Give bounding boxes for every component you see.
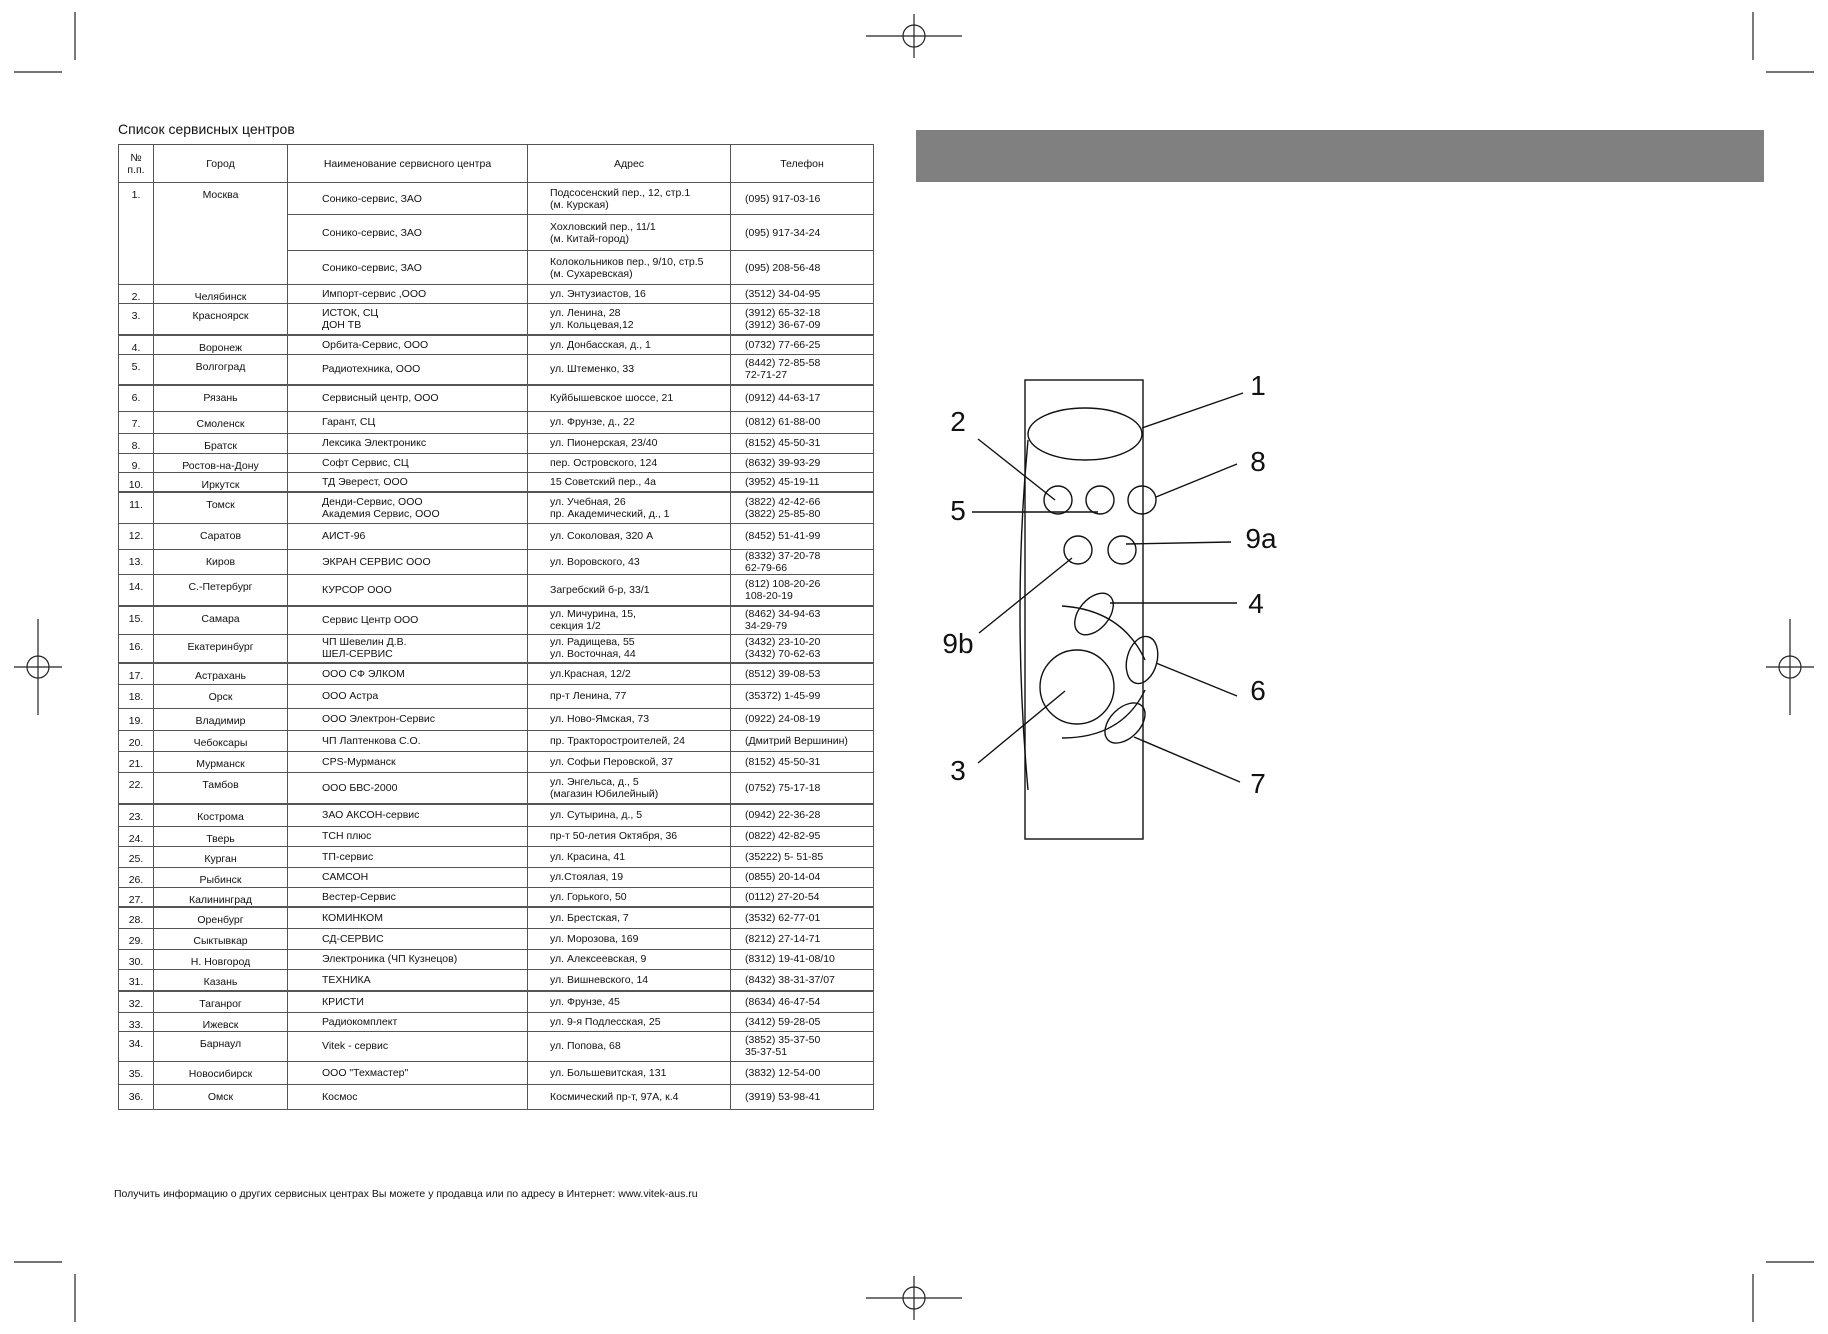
row-number: 33.	[119, 1012, 154, 1031]
row-city: Тамбов	[154, 772, 288, 804]
row-number: 10.	[119, 472, 154, 492]
row-city: Томск	[154, 492, 288, 523]
row-city: Иркутск	[154, 472, 288, 492]
table-row	[119, 826, 874, 846]
row-phone: (8452) 51-41-99	[731, 523, 874, 549]
row-number: 3.	[119, 304, 154, 335]
table-row	[119, 730, 874, 751]
row-city: Барнаул	[154, 1031, 288, 1061]
row-number: 15.	[119, 606, 154, 634]
row-center-name: Гарант, СЦ	[288, 411, 528, 433]
table-row	[119, 183, 874, 215]
row-phone: (0112) 27-20-54	[731, 887, 874, 907]
row-phone: (8462) 34-94-63 34-29-79	[731, 606, 874, 634]
dial-arc-bottom	[1062, 690, 1145, 738]
table-row	[119, 574, 874, 606]
row-address: Загребский б-р, 33/1	[528, 574, 731, 606]
row-city: Саратов	[154, 523, 288, 549]
row-address: ул. Морозова, 169	[528, 928, 731, 949]
row-center-name: ИСТОК, СЦ ДОН ТВ	[288, 304, 528, 335]
row-city: Тверь	[154, 826, 288, 846]
row-number: 21.	[119, 751, 154, 772]
row-center-name: Вестер-Сервис	[288, 887, 528, 907]
table-row	[119, 523, 874, 549]
button-9b	[1064, 536, 1092, 564]
row-number: 30.	[119, 949, 154, 969]
row-city: Таганрог	[154, 991, 288, 1012]
row-number: 31.	[119, 969, 154, 991]
button-9a	[1108, 536, 1136, 564]
table-row	[119, 411, 874, 433]
row-address: 15 Советский пер., 4а	[528, 472, 731, 492]
row-center-name: СД-СЕРВИС	[288, 928, 528, 949]
row-address: пер. Островского, 124	[528, 453, 731, 472]
row-address: пр-т 50-летия Октября, 36	[528, 826, 731, 846]
row-city: Сыктывкар	[154, 928, 288, 949]
row-center-name: Сонико-сервис, ЗАО	[288, 251, 528, 285]
header-number: № п.п.	[119, 145, 154, 183]
row-phone: (8432) 38-31-37/07	[731, 969, 874, 991]
row-phone: (095) 208-56-48	[731, 251, 874, 285]
row-city: Кострома	[154, 804, 288, 826]
row-phone: (35372) 1-45-99	[731, 684, 874, 708]
row-number: 11.	[119, 492, 154, 523]
row-number: 36.	[119, 1084, 154, 1109]
row-center-name: Софт Сервис, СЦ	[288, 453, 528, 472]
row-city: Волгоград	[154, 354, 288, 385]
row-phone: (8634) 46-47-54	[731, 991, 874, 1012]
row-center-name: ЧП Лаптенкова С.О.	[288, 730, 528, 751]
row-address: ул. Горького, 50	[528, 887, 731, 907]
table-row	[119, 1012, 874, 1031]
row-city: Рязань	[154, 385, 288, 411]
callout-label-5: 5	[950, 495, 966, 526]
row-address: ул. Энтузиастов, 16	[528, 285, 731, 304]
row-address: ул. Ново-Ямская, 73	[528, 708, 731, 730]
row-city: Н. Новгород	[154, 949, 288, 969]
table-row	[119, 335, 874, 355]
callout-label-7: 7	[1250, 768, 1266, 799]
row-city: Екатеринбург	[154, 634, 288, 663]
table-row	[119, 385, 874, 411]
table-header-row	[119, 145, 874, 183]
table-row	[119, 549, 874, 574]
callout-label-3: 3	[950, 755, 966, 786]
table-row	[119, 492, 874, 523]
row-number: 9.	[119, 453, 154, 472]
row-address: ул.Красная, 12/2	[528, 663, 731, 684]
service-centers-table	[118, 144, 874, 1110]
table-row	[119, 472, 874, 492]
row-city: Красноярск	[154, 304, 288, 335]
row-center-name: АИСТ-96	[288, 523, 528, 549]
table-row	[119, 684, 874, 708]
service-centers-title: Список сервисных центров	[118, 121, 295, 137]
row-number: 34.	[119, 1031, 154, 1061]
row-address: пр. Тракторостроителей, 24	[528, 730, 731, 751]
row-phone: (Дмитрий Вершинин)	[731, 730, 874, 751]
row-phone: (3412) 59-28-05	[731, 1012, 874, 1031]
row-phone: (812) 108-20-26 108-20-19	[731, 574, 874, 606]
table-row	[119, 354, 874, 385]
row-address: ул. Ленина, 28 ул. Кольцевая,12	[528, 304, 731, 335]
row-center-name: Лексика Электроникс	[288, 433, 528, 453]
header-city: Город	[154, 145, 288, 183]
table-row	[119, 928, 874, 949]
row-phone: (0752) 75-17-18	[731, 772, 874, 804]
row-center-name: Радиотехника, ООО	[288, 354, 528, 385]
row-center-name: Vitek - сервис	[288, 1031, 528, 1061]
table-row	[119, 772, 874, 804]
row-center-name: CPS-Мурманск	[288, 751, 528, 772]
row-phone: (8442) 72-85-58 72-71-27	[731, 354, 874, 385]
row-city: Смоленск	[154, 411, 288, 433]
row-phone: (8312) 19-41-08/10	[731, 949, 874, 969]
row-address: ул. Воровского, 43	[528, 549, 731, 574]
row-phone: (0912) 44-63-17	[731, 385, 874, 411]
row-phone: (0942) 22-36-28	[731, 804, 874, 826]
row-number: 24.	[119, 826, 154, 846]
row-address: ул. Фрунзе, 45	[528, 991, 731, 1012]
row-center-name: ЧП Шевелин Д.В. ШЕЛ-СЕРВИС	[288, 634, 528, 663]
table-row	[119, 969, 874, 991]
row-number: 6.	[119, 385, 154, 411]
row-address: Куйбышевское шоссе, 21	[528, 385, 731, 411]
panel-curve	[1020, 440, 1028, 790]
row-center-name: ООО "Техмастер"	[288, 1061, 528, 1084]
row-center-name: ЗАО АКСОН-сервис	[288, 804, 528, 826]
callout-label-4: 4	[1248, 588, 1264, 619]
row-city: С.-Петербург	[154, 574, 288, 606]
row-center-name: Сонико-сервис, ЗАО	[288, 183, 528, 215]
row-address: ул. Большевитская, 131	[528, 1061, 731, 1084]
row-center-name: Сервисный центр, ООО	[288, 385, 528, 411]
row-number: 28.	[119, 907, 154, 928]
row-address: ул. Красина, 41	[528, 846, 731, 867]
row-number: 25.	[119, 846, 154, 867]
row-address: ул. 9-я Подлесская, 25	[528, 1012, 731, 1031]
row-address: ул. Попова, 68	[528, 1031, 731, 1061]
row-city: Чебоксары	[154, 730, 288, 751]
row-center-name: САМСОН	[288, 867, 528, 887]
row-phone: (3912) 65-32-18 (3912) 36-67-09	[731, 304, 874, 335]
row-center-name: ООО Астра	[288, 684, 528, 708]
row-address: Подсосенский пер., 12, стр.1 (м. Курская)	[528, 183, 731, 215]
row-city: Курган	[154, 846, 288, 867]
row-city: Астрахань	[154, 663, 288, 684]
row-center-name: Импорт-сервис ,ООО	[288, 285, 528, 304]
table-row	[119, 867, 874, 887]
row-number: 12.	[119, 523, 154, 549]
row-center-name: ООО Электрон-Сервис	[288, 708, 528, 730]
row-phone: (3852) 35-37-50 35-37-51	[731, 1031, 874, 1061]
dial-arc-top	[1062, 606, 1145, 660]
row-phone: (095) 917-03-16	[731, 183, 874, 215]
row-center-name: ЭКРАН СЕРВИС ООО	[288, 549, 528, 574]
row-phone: (8212) 27-14-71	[731, 928, 874, 949]
row-city: Мурманск	[154, 751, 288, 772]
row-address: ул.Стоялая, 19	[528, 867, 731, 887]
row-number: 17.	[119, 663, 154, 684]
row-city: Челябинск	[154, 285, 288, 304]
button-2	[1044, 486, 1072, 514]
row-center-name: Космос	[288, 1084, 528, 1109]
row-number: 22.	[119, 772, 154, 804]
row-address: ул. Брестская, 7	[528, 907, 731, 928]
row-phone: (8152) 45-50-31	[731, 751, 874, 772]
callout-label-2: 2	[950, 406, 966, 437]
callout-label-1: 1	[1250, 370, 1266, 401]
table-row	[119, 751, 874, 772]
row-phone: (0812) 61-88-00	[731, 411, 874, 433]
row-number: 1.	[119, 183, 154, 285]
row-city: Казань	[154, 969, 288, 991]
row-phone: (095) 917-34-24	[731, 215, 874, 251]
row-phone: (3952) 45-19-11	[731, 472, 874, 492]
row-number: 8.	[119, 433, 154, 453]
row-center-name: ООО СФ ЭЛКОМ	[288, 663, 528, 684]
table-row	[119, 907, 874, 928]
table-row	[119, 606, 874, 634]
table-row	[119, 285, 874, 304]
row-number: 27.	[119, 887, 154, 907]
callout-label-9a: 9a	[1245, 523, 1277, 554]
row-number: 32.	[119, 991, 154, 1012]
row-phone: (3919) 53-98-41	[731, 1084, 874, 1109]
row-phone: (0732) 77-66-25	[731, 335, 874, 355]
row-phone: (8632) 39-93-29	[731, 453, 874, 472]
row-address: Хохловский пер., 11/1 (м. Китай-город)	[528, 215, 731, 251]
row-address: ул. Штеменко, 33	[528, 354, 731, 385]
row-address: ул. Сутырина, д., 5	[528, 804, 731, 826]
header-center-name: Наименование сервисного центра	[288, 145, 528, 183]
row-city: Самара	[154, 606, 288, 634]
row-city: Воронеж	[154, 335, 288, 355]
row-center-name: КОМИНКОМ	[288, 907, 528, 928]
header-phone: Телефон	[731, 145, 874, 183]
button-6	[1121, 633, 1162, 687]
table-row	[119, 708, 874, 730]
row-number: 35.	[119, 1061, 154, 1084]
row-number: 14.	[119, 574, 154, 606]
row-number: 26.	[119, 867, 154, 887]
row-center-name: Денди-Сервис, ООО Академия Сервис, ООО	[288, 492, 528, 523]
row-phone: (8512) 39-08-53	[731, 663, 874, 684]
row-city: Москва	[154, 183, 288, 285]
row-phone: (0822) 42-82-95	[731, 826, 874, 846]
table-row	[119, 453, 874, 472]
row-phone: (8332) 37-20-78 62-79-66	[731, 549, 874, 574]
row-city: Ростов-на-Дону	[154, 453, 288, 472]
row-address: ул. Учебная, 26 пр. Академический, д., 1	[528, 492, 731, 523]
row-address: ул. Пионерская, 23/40	[528, 433, 731, 453]
table-row	[119, 949, 874, 969]
callout-label-9b: 9b	[942, 628, 974, 659]
row-city: Новосибирск	[154, 1061, 288, 1084]
row-address: Колокольников пер., 9/10, стр.5 (м. Сухаревская)	[528, 251, 731, 285]
control-panel-diagram	[930, 360, 1290, 850]
button-7	[1097, 695, 1152, 750]
row-number: 2.	[119, 285, 154, 304]
table-row	[119, 1031, 874, 1061]
row-number: 20.	[119, 730, 154, 751]
row-center-name: ТД Эверест, ООО	[288, 472, 528, 492]
table-row	[119, 1061, 874, 1084]
rotary-dial	[1040, 650, 1114, 724]
row-number: 19.	[119, 708, 154, 730]
row-phone: (35222) 5- 51-85	[731, 846, 874, 867]
row-phone: (3512) 34-04-95	[731, 285, 874, 304]
row-address: ул. Вишневского, 14	[528, 969, 731, 991]
row-city: Киров	[154, 549, 288, 574]
row-address: ул. Фрунзе, д., 22	[528, 411, 731, 433]
row-center-name: Орбита-Сервис, ООО	[288, 335, 528, 355]
row-city: Омск	[154, 1084, 288, 1109]
row-number: 16.	[119, 634, 154, 663]
table-row	[119, 433, 874, 453]
row-number: 7.	[119, 411, 154, 433]
footnote: Получить информацию о других сервисных центрах Вы можете у продавца или по адресу в Интернет: www.vitek-aus.ru	[114, 1188, 698, 1200]
row-address: ул. Энгельса, д., 5 (магазин Юбилейный)	[528, 772, 731, 804]
row-number: 4.	[119, 335, 154, 355]
row-number: 13.	[119, 549, 154, 574]
row-number: 5.	[119, 354, 154, 385]
row-phone: (3532) 62-77-01	[731, 907, 874, 928]
row-center-name: Радиокомплект	[288, 1012, 528, 1031]
row-center-name: Сонико-сервис, ЗАО	[288, 215, 528, 251]
row-phone: (8152) 45-50-31	[731, 433, 874, 453]
row-center-name: ТЕХНИКА	[288, 969, 528, 991]
table-row	[119, 663, 874, 684]
table-row	[119, 887, 874, 907]
row-city: Ижевск	[154, 1012, 288, 1031]
row-phone: (3432) 23-10-20 (3432) 70-62-63	[731, 634, 874, 663]
row-address: ул. Алексеевская, 9	[528, 949, 731, 969]
button-5	[1086, 486, 1114, 514]
row-center-name: Сервис Центр ООО	[288, 606, 528, 634]
row-address: Космический пр-т, 97А, к.4	[528, 1084, 731, 1109]
row-center-name: ТСН плюс	[288, 826, 528, 846]
row-number: 18.	[119, 684, 154, 708]
row-center-name: ООО БВС-2000	[288, 772, 528, 804]
row-phone: (0922) 24-08-19	[731, 708, 874, 730]
row-address: ул. Радищева, 55 ул. Восточная, 44	[528, 634, 731, 663]
row-number: 29.	[119, 928, 154, 949]
row-address: ул. Софьи Перовской, 37	[528, 751, 731, 772]
button-8	[1128, 486, 1156, 514]
row-city: Орск	[154, 684, 288, 708]
table-row	[119, 804, 874, 826]
row-address: пр-т Ленина, 77	[528, 684, 731, 708]
row-center-name: Электроника (ЧП Кузнецов)	[288, 949, 528, 969]
callout-label-8: 8	[1250, 446, 1266, 477]
button-4	[1067, 586, 1121, 642]
table-row	[119, 634, 874, 663]
row-center-name: КУРСОР ООО	[288, 574, 528, 606]
row-phone: (0855) 20-14-04	[731, 867, 874, 887]
row-phone: (3832) 12-54-00	[731, 1061, 874, 1084]
row-phone: (3822) 42-42-66 (3822) 25-85-80	[731, 492, 874, 523]
row-number: 23.	[119, 804, 154, 826]
row-city: Братск	[154, 433, 288, 453]
row-city: Калининград	[154, 887, 288, 907]
row-address: ул. Соколовая, 320 А	[528, 523, 731, 549]
callout-label-6: 6	[1250, 675, 1266, 706]
grey-header-band	[916, 130, 1764, 182]
row-address: ул. Мичурина, 15, секция 1/2	[528, 606, 731, 634]
row-city: Владимир	[154, 708, 288, 730]
row-address: ул. Донбасская, д., 1	[528, 335, 731, 355]
row-center-name: ТП-сервис	[288, 846, 528, 867]
table-row	[119, 1084, 874, 1109]
display-window	[1028, 408, 1142, 460]
table-row	[119, 846, 874, 867]
row-city: Оренбург	[154, 907, 288, 928]
row-center-name: КРИСТИ	[288, 991, 528, 1012]
table-row	[119, 304, 874, 335]
header-address: Адрес	[528, 145, 731, 183]
row-city: Рыбинск	[154, 867, 288, 887]
table-row	[119, 991, 874, 1012]
